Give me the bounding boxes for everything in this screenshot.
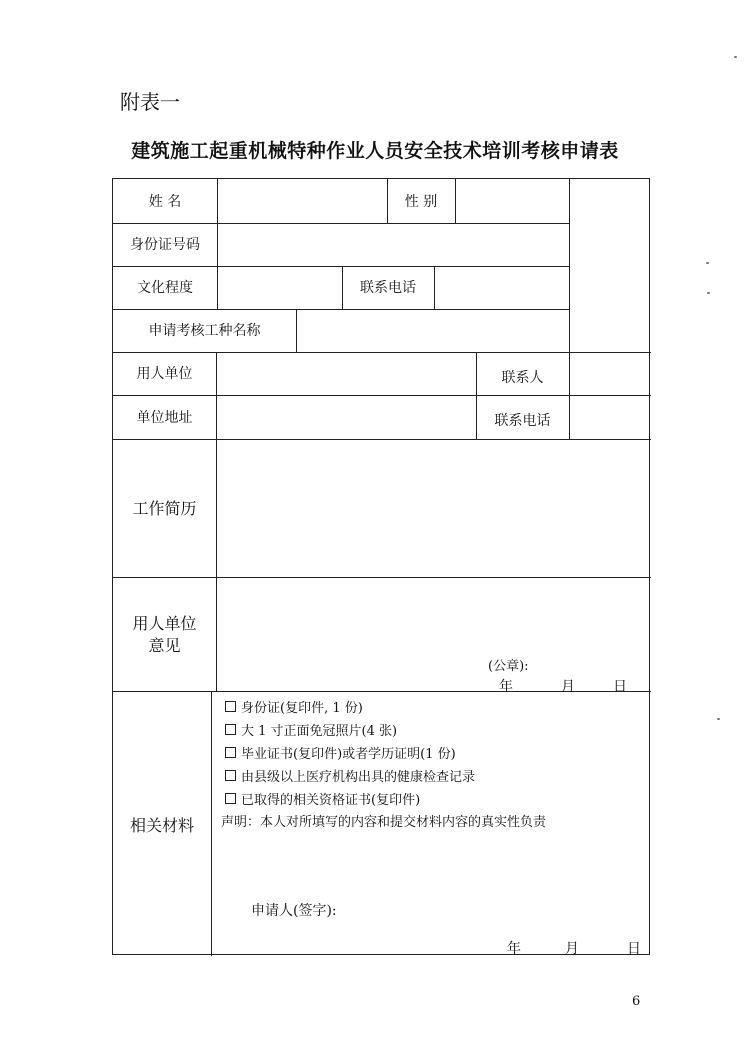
row-divider bbox=[113, 309, 569, 310]
name-label: 姓 名 bbox=[148, 194, 182, 210]
row-divider bbox=[113, 395, 651, 396]
photo-box-divider bbox=[569, 179, 570, 352]
scan-speck bbox=[717, 718, 720, 720]
checkbox-health-record[interactable] bbox=[225, 770, 236, 781]
row-divider bbox=[113, 352, 651, 353]
row-divider bbox=[113, 223, 569, 224]
declaration-text: 声明：本人对所填写的内容和提交材料内容的真实性负责 bbox=[221, 815, 547, 830]
checkbox-id-copy[interactable] bbox=[225, 701, 236, 712]
employer-label: 用人单位 bbox=[136, 366, 193, 382]
material-item: 毕业证书(复印件)或者学历证明(1 份) bbox=[241, 747, 456, 762]
opinion-day: 日 bbox=[613, 679, 627, 695]
scan-speck bbox=[707, 292, 710, 294]
signature-day: 日 bbox=[627, 941, 641, 957]
material-item: 身份证(复印件, 1 份) bbox=[241, 701, 363, 716]
work-history-label: 工作简历 bbox=[132, 499, 197, 518]
col-divider bbox=[569, 352, 570, 439]
seal-label: (公章): bbox=[488, 659, 529, 674]
gender-label: 性 别 bbox=[404, 194, 438, 210]
checkbox-diploma[interactable] bbox=[225, 747, 236, 758]
opinion-label-line1: 用人单位 bbox=[132, 614, 197, 633]
contact-person-label: 联系人 bbox=[501, 370, 544, 386]
employer-phone-label: 联系电话 bbox=[494, 413, 551, 429]
job-type-label: 申请考核工种名称 bbox=[148, 323, 261, 339]
row-divider bbox=[113, 266, 569, 267]
opinion-month: 月 bbox=[561, 679, 575, 695]
materials-label: 相关材料 bbox=[129, 816, 194, 835]
row-divider bbox=[113, 577, 651, 578]
page-number: 6 bbox=[632, 994, 641, 1009]
col-divider bbox=[296, 309, 297, 352]
signature-year: 年 bbox=[507, 941, 521, 957]
scan-speck bbox=[734, 56, 737, 58]
material-item: 大 1 寸正面免冠照片(4 张) bbox=[241, 724, 398, 739]
attachment-label: 附表一 bbox=[120, 90, 180, 114]
col-divider bbox=[217, 179, 218, 309]
checkbox-certificates[interactable] bbox=[225, 793, 236, 804]
material-item: 由县级以上医疗机构出具的健康检查记录 bbox=[241, 770, 476, 785]
opinion-label-line2: 意见 bbox=[148, 636, 181, 655]
signature-label: 申请人(签字): bbox=[251, 903, 337, 919]
col-divider bbox=[455, 179, 456, 223]
signature-month: 月 bbox=[565, 941, 579, 957]
checkbox-photos[interactable] bbox=[225, 724, 236, 735]
employer-address-label: 单位地址 bbox=[136, 410, 193, 426]
col-divider bbox=[211, 691, 212, 956]
col-divider bbox=[434, 266, 435, 309]
material-item: 已取得的相关资格证书(复印件) bbox=[241, 793, 421, 808]
col-divider bbox=[216, 352, 217, 691]
scan-speck bbox=[706, 262, 709, 264]
education-label: 文化程度 bbox=[137, 280, 193, 296]
opinion-year: 年 bbox=[499, 679, 513, 695]
phone-label: 联系电话 bbox=[360, 280, 416, 296]
application-form-table bbox=[112, 178, 650, 955]
id-number-label: 身份证号码 bbox=[130, 237, 200, 253]
row-divider bbox=[113, 439, 651, 440]
form-title: 建筑施工起重机械特种作业人员安全技术培训考核申请表 bbox=[131, 140, 619, 162]
